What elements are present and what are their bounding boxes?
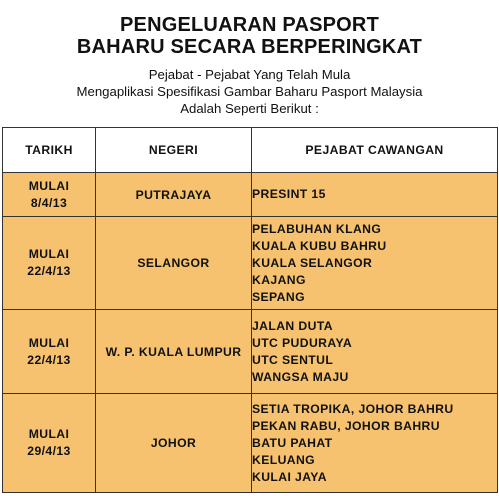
- date-value: 22/4/13: [27, 352, 71, 367]
- office-item: PRESINT 15: [252, 187, 326, 201]
- date-label: MULAI: [28, 427, 70, 441]
- office-item: KULAI JAYA: [252, 469, 327, 484]
- intro-text-line-1: Pejabat - Pejabat Yang Telah Mula: [148, 67, 351, 82]
- office-item: SETIA TROPIKA, JOHOR BAHRU: [252, 401, 454, 416]
- office-item: UTC PUDURAYA: [252, 335, 353, 350]
- office-item: WANGSA MAJU: [252, 369, 349, 384]
- office-item: BATU PAHAT: [252, 435, 333, 450]
- state-cell: JOHOR: [96, 394, 252, 493]
- table-row: [3, 217, 498, 310]
- office-item: PEKAN RABU, JOHOR BAHRU: [252, 418, 440, 433]
- intro-text-line-2: Mengaplikasi Spesifikasi Gambar Baharu Pasport Malaysia: [76, 84, 423, 99]
- offices-cell: [252, 394, 498, 493]
- table-header: [3, 128, 498, 173]
- office-item: SEPANG: [252, 289, 305, 304]
- date-cell: [3, 310, 96, 394]
- date-value: 8/4/13: [30, 195, 68, 210]
- office-item: UTC SENTUL: [252, 352, 334, 367]
- date-label: MULAI: [28, 335, 70, 350]
- office-item: KAJANG: [252, 272, 306, 287]
- office-item: JALAN DUTA: [252, 318, 333, 333]
- column-header-date: TARIKH: [3, 128, 96, 173]
- date-label: MULAI: [28, 247, 70, 261]
- page-title-line-1: PENGELUARAN PASPORT: [119, 14, 379, 36]
- table-body: [3, 173, 498, 493]
- offices-cell: [252, 173, 498, 217]
- office-item: KUALA SELANGOR: [252, 255, 373, 270]
- page-title-line-2: BAHARU SECARA BERPERINGKAT: [76, 36, 423, 58]
- date-cell: [3, 173, 96, 217]
- schedule-table: [2, 127, 498, 493]
- state-cell: PUTRAJAYA: [96, 173, 252, 217]
- table-row: [3, 310, 498, 394]
- date-value: 29/4/13: [27, 444, 71, 458]
- office-item: PELABUHAN KLANG: [252, 221, 382, 236]
- date-label: MULAI: [28, 178, 70, 193]
- state-cell: W. P. KUALA LUMPUR: [96, 310, 252, 394]
- table-row: [3, 394, 498, 493]
- column-header-state: NEGERI: [96, 128, 252, 173]
- office-item: KELUANG: [252, 452, 316, 467]
- date-cell: [3, 217, 96, 310]
- column-header-branch-offices: PEJABAT CAWANGAN: [252, 128, 498, 173]
- intro-text-line-3: Adalah Seperti Berikut :: [180, 101, 319, 116]
- date-cell: [3, 394, 96, 493]
- table-row: [3, 173, 498, 217]
- state-cell: SELANGOR: [96, 217, 252, 310]
- offices-cell: [252, 217, 498, 310]
- offices-cell: [252, 310, 498, 394]
- office-item: KUALA KUBU BAHRU: [252, 238, 387, 253]
- date-value: 22/4/13: [27, 264, 71, 278]
